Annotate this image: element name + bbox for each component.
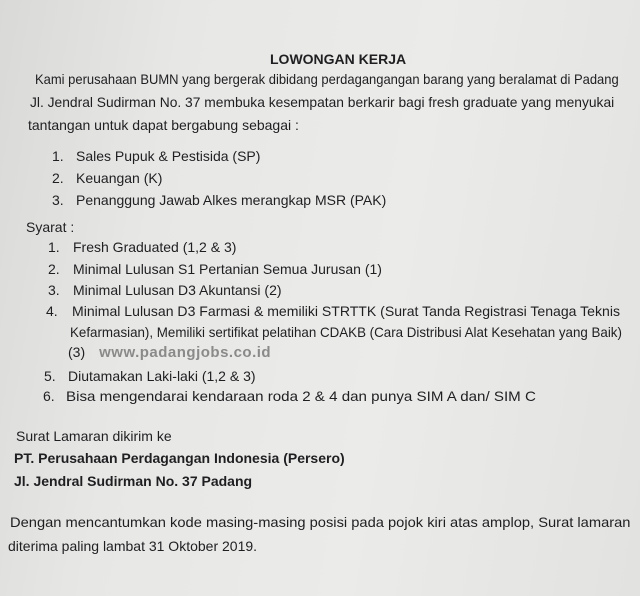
intro-line: Jl. Jendral Sudirman No. 37 membuka kesempatan berkarir bagi fresh graduate yang menyukai <box>30 94 615 110</box>
list-number: 5. <box>44 368 56 384</box>
list-number: 2. <box>52 170 64 186</box>
list-item: Minimal Lulusan D3 Akuntansi (2) <box>73 282 282 298</box>
list-number: 2. <box>48 261 60 277</box>
intro-line: tantangan untuk dapat bergabung sebagai : <box>28 117 299 133</box>
intro-line: Kami perusahaan BUMN yang bergerak dibidang perdagangangan barang yang beralamat di Padang <box>35 71 619 87</box>
list-item-continued: Kefarmasian), Memiliki sertifikat pelatihan CDAKB (Cara Distribusi Alat Kesehatan yang Baik) <box>70 324 622 340</box>
list-item-continued <box>68 343 271 362</box>
list-item: Fresh Graduated (1,2 & 3) <box>73 239 237 255</box>
company-address: Jl. Jendral Sudirman No. 37 Padang <box>14 473 253 489</box>
send-to-label: Surat Lamaran dikirim ke <box>16 428 172 444</box>
list-number: 1. <box>52 148 64 164</box>
list-number: 1. <box>48 239 60 255</box>
closing-line: diterima paling lambat 31 Oktober 2019. <box>8 538 258 554</box>
list-item: Sales Pupuk & Pestisida (SP) <box>76 148 261 164</box>
list-item: Bisa mengendarai kendaraan roda 2 & 4 dan punya SIM A dan/ SIM C <box>66 388 536 404</box>
company-name: PT. Perusahaan Perdagangan Indonesia (Persero) <box>14 450 345 466</box>
list-number: 4. <box>46 303 58 319</box>
list-item: Penanggung Jawab Alkes merangkap MSR (PAK) <box>76 192 387 208</box>
list-number: 3. <box>48 282 60 298</box>
list-item: Minimal Lulusan D3 Farmasi & memiliki STRTTK (Surat Tanda Registrasi Tenaga Teknis <box>72 303 620 319</box>
list-item: Diutamakan Laki-laki (1,2 & 3) <box>68 368 256 384</box>
list-number: 3. <box>52 192 64 208</box>
list-number: 6. <box>43 388 55 404</box>
list-item: Keuangan (K) <box>76 170 163 186</box>
syarat-label: Syarat : <box>26 219 75 235</box>
watermark: www.padangjobs.co.id <box>99 344 272 361</box>
list-item-ref: (3) <box>68 344 86 360</box>
page-title: LOWONGAN KERJA <box>270 51 407 67</box>
list-item: Minimal Lulusan S1 Pertanian Semua Jurusan (1) <box>73 261 382 277</box>
closing-line: Dengan mencantumkan kode masing-masing posisi pada pojok kiri atas amplop, Surat lamaran <box>10 514 631 530</box>
